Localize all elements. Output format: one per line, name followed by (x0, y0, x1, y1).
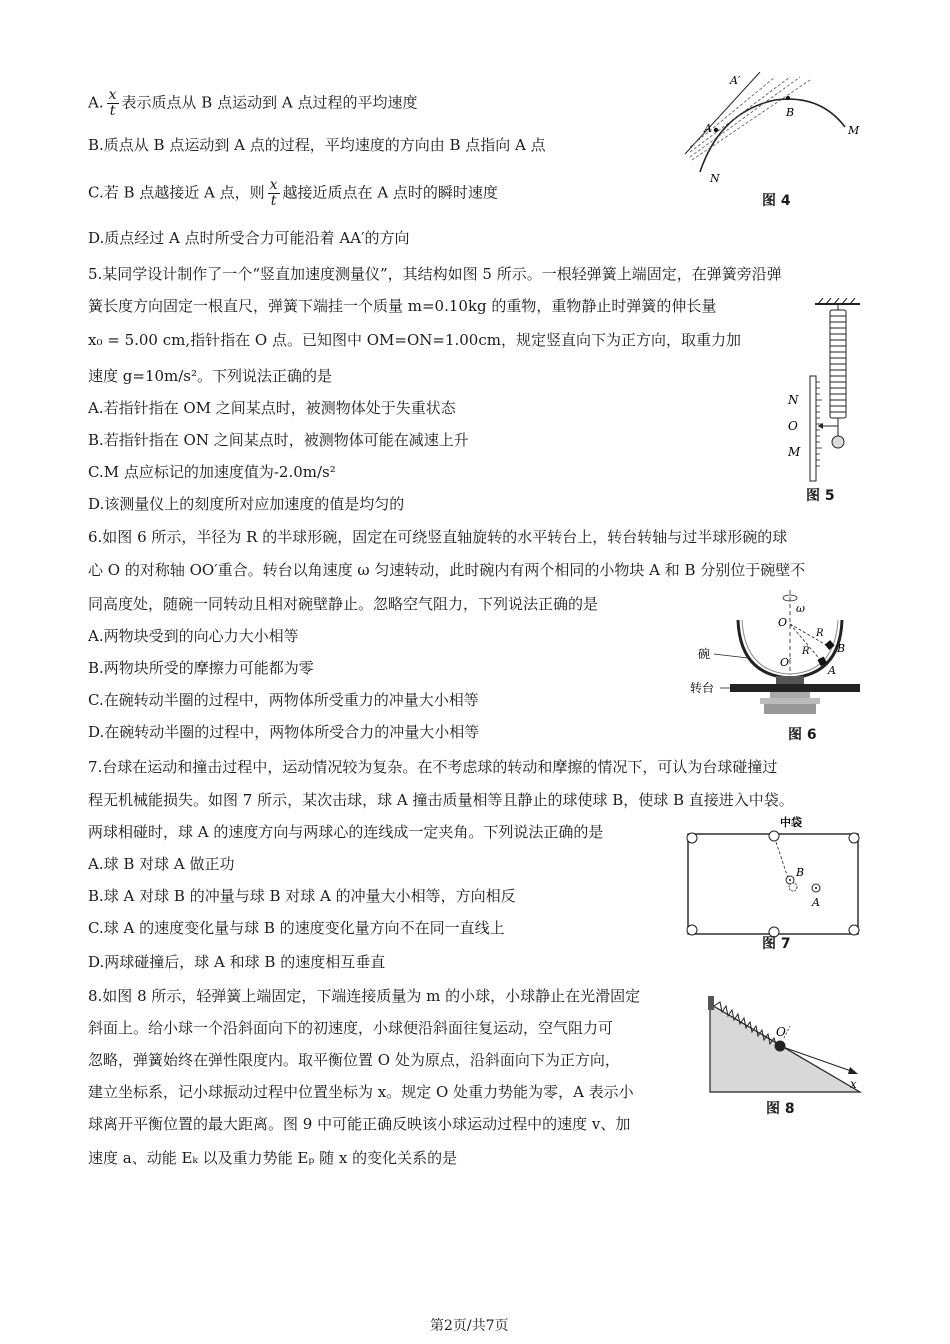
label-a: A (704, 122, 712, 135)
label-r-upper: R (816, 628, 824, 639)
figure-7-caption: 图 7 (762, 936, 791, 952)
q7-stem-line-2: 程无机械能损失。如图 7 所示，某次击球，球 A 撞击质量相等且静止的球使球 B，使球 B 直接进入中袋。 (88, 791, 794, 809)
q4-option-c-text: 越接近质点在 A 点时的瞬时速度 (282, 183, 498, 202)
turntable-base (760, 698, 820, 704)
turntable-support (770, 692, 810, 698)
figure-8-caption: 图 8 (766, 1101, 795, 1117)
figure-6-caption: 图 6 (788, 727, 817, 743)
q5-stem-line-1: 5.某同学设计制作了一个“竖直加速度测量仪”，其结构如图 5 所示。一根轻弹簧上端固定，在弹簧旁沿弹 (88, 265, 782, 283)
x-axis-arrowhead (848, 1067, 858, 1074)
pocket-top-right (849, 833, 859, 843)
ball-a-collision-position (789, 883, 797, 891)
q5-stem-line-2: 簧长度方向固定一根直尺，弹簧下端挂一个质量 m=0.10kg 的重物，重物静止时弹簧的伸长量 (88, 297, 717, 315)
q4-option-b: B.质点从 B 点运动到 A 点的过程，平均速度的方向由 B 点指向 A 点 (88, 136, 546, 154)
ruler (810, 376, 816, 481)
q4-option-d: D.质点经过 A 点时所受合力可能沿着 AA′的方向 (88, 229, 410, 247)
label-omega: ω (796, 602, 805, 615)
q6-option-b: B.两物块所受的摩擦力可能都为零 (88, 659, 314, 677)
weight (832, 436, 844, 448)
q8-stem-line-6: 速度 a、动能 Eₖ 以及重力势能 Eₚ 随 x 的变化关系的是 (88, 1149, 458, 1167)
q6-stem-line-2: 心 O 的对称轴 OO′重合。转台以角速度 ω 匀速转动，此时碗内有两个相同的小物块 A 和 B 分别位于碗壁不 (88, 561, 806, 579)
bowl-leader-line (714, 654, 748, 658)
q8-stem-line-2: 斜面上。给小球一个沿斜面向下的初速度，小球便沿斜面往复运动，空气阻力可 (88, 1019, 614, 1037)
fraction-numerator: x (108, 87, 117, 103)
figure-7-pool-table (682, 812, 864, 938)
spring (830, 310, 846, 418)
label-m: M (788, 445, 801, 459)
q6-option-d: D.在碗转动半圈的过程中，两物体所受合力的冲量大小相等 (88, 723, 480, 741)
secant-line (690, 77, 790, 152)
label-m: M (848, 124, 860, 137)
point-b (786, 96, 790, 100)
figure-8-incline (700, 992, 870, 1098)
q5-stem-line-4: 速度 g=10m/s²。下列说法正确的是 (88, 367, 333, 385)
figure-4-caption: 图 4 (762, 193, 791, 209)
label-a-prime: A′ (730, 74, 741, 87)
q6-option-c: C.在碗转动半圈的过程中，两物体所受重力的冲量大小相等 (88, 691, 479, 709)
label-turntable: 转台 (690, 681, 715, 695)
q4-option-c-fraction (268, 178, 280, 209)
label-bowl: 碗 (698, 647, 711, 661)
page-number: 第2页/共7页 (430, 1318, 509, 1334)
ruler-ticks (816, 382, 822, 466)
q7-stem-line-3: 两球相碰时，球 A 的速度方向与两球心的连线成一定夹角。下列说法正确的是 (88, 823, 604, 841)
q7-option-d: D.两球碰撞后，球 A 和球 B 的速度相互垂直 (88, 953, 386, 971)
q7-option-a: A.球 B 对球 A 做正功 (88, 855, 235, 873)
q7-option-c: C.球 A 的速度变化量与球 B 的速度变化量方向不在同一直线上 (88, 919, 505, 937)
bowl-base (776, 676, 804, 684)
spring-mount (708, 996, 714, 1010)
ball-b-path (776, 842, 788, 878)
q5-option-a: A.若指针指在 OM 之间某点时，被测物体处于失重状态 (88, 399, 456, 417)
q5-option-b: B.若指针指在 ON 之间某点时，被测物体可能在减速上升 (88, 431, 469, 449)
table-border (688, 834, 858, 934)
q4-option-a-fraction (107, 88, 119, 119)
pocket-top-left (687, 833, 697, 843)
q4-option-c-prefix: C.若 B 点越接近 A 点，则 (88, 183, 265, 202)
pocket-bottom-right (849, 925, 859, 935)
q5-stem-line-3: x₀ = 5.00 cm,指针指在 O 点。已知图中 OM=ON=1.00cm，规定竖直向下为正方向，取重力加 (88, 331, 741, 349)
q6-option-a: A.两物块受到的向心力大小相等 (88, 627, 299, 645)
q7-option-b: B.球 A 对球 B 的冲量与球 B 对球 A 的冲量大小相等，方向相反 (88, 887, 516, 905)
ball-a-center (815, 887, 817, 889)
q5-option-d: D.该测量仪上的刻度所对应加速度的值是均匀的 (88, 495, 405, 513)
q7-stem-line-1: 7.台球在运动和撞击过程中，运动情况较为复杂。在不考虑球的转动和摩擦的情况下，可认为台球碰撞过 (88, 758, 778, 776)
q8-stem-line-3: 忽略，弹簧始终在弹性限度内。取平衡位置 O 处为原点，沿斜面向下为正方向， (88, 1051, 620, 1069)
label-a: A (812, 896, 820, 909)
figure-4-trajectory (680, 72, 860, 192)
figure-5-caption: 图 5 (806, 488, 835, 504)
fraction-denominator: t (109, 103, 116, 119)
secant-line (692, 80, 810, 160)
q8-stem-line-1: 8.如图 8 所示，轻弹簧上端固定，下端连接质量为 m 的小球，小球静止在光滑固定 (88, 987, 641, 1005)
pocket-bottom-left (687, 925, 697, 935)
q8-stem-line-5: 球离开平衡位置的最大距离。图 9 中可能正确反映该小球运动过程中的速度 v、加 (88, 1115, 631, 1133)
trajectory-curve (700, 99, 845, 172)
q6-stem-line-1: 6.如图 6 所示，半径为 R 的半球形碗，固定在可绕竖直轴旋转的水平转台上，转台转轴与过半球形碗的球 (88, 528, 788, 546)
fraction-numerator: x (269, 177, 278, 193)
q5-option-c: C.M 点应标记的加速度值为-2.0m/s² (88, 463, 336, 481)
figure-6-bowl (690, 590, 870, 725)
fraction-denominator: t (270, 193, 277, 209)
label-n: N (710, 172, 720, 185)
label-n: N (788, 393, 799, 407)
pocket-top-middle (769, 831, 779, 841)
q4-option-c (88, 178, 498, 209)
block-b (825, 640, 835, 650)
label-o: O (776, 1025, 786, 1039)
label-r-lower: R (802, 646, 810, 657)
label-o: O (788, 419, 798, 433)
label-b: B (837, 642, 846, 655)
label-b: B (786, 106, 795, 119)
q8-stem-line-4: 建立坐标系，记小球振动过程中位置坐标为 x。规定 O 处重力势能为零，A 表示小 (88, 1083, 634, 1101)
label-x: x (850, 1077, 857, 1091)
q6-stem-line-3: 同高度处，随碗一同转动且相对碗壁静止。忽略空气阻力，下列说法正确的是 (88, 595, 599, 613)
q4-option-a (88, 88, 417, 119)
label-o-prime: O′ (780, 656, 792, 669)
turntable (730, 684, 860, 692)
ball-b-center (789, 879, 791, 881)
label-b: B (796, 866, 805, 879)
label-middle-pocket: 中袋 (780, 816, 802, 829)
label-a: A (828, 664, 836, 677)
figure-5-accelerometer (780, 296, 870, 486)
label-o: O (778, 616, 788, 629)
tangent-line (685, 72, 760, 154)
point-a (714, 128, 718, 132)
turntable-foot (764, 704, 816, 714)
q4-option-a-prefix: A. (88, 93, 104, 112)
q4-option-a-text: 表示质点从 B 点运动到 A 点过程的平均速度 (121, 93, 418, 112)
